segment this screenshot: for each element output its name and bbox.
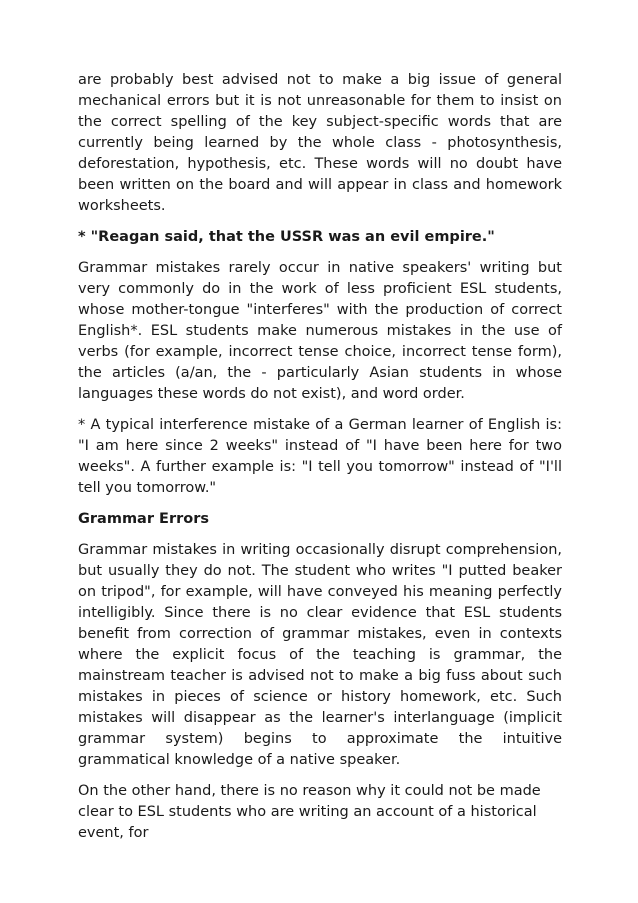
example-heading-reagan: * "Reagan said, that the USSR was an evil empire." [78,229,495,245]
section-heading-grammar-errors: Grammar Errors [78,511,209,527]
paragraph-grammar-errors: Grammar mistakes in writing occasionally disrupt comprehension, but usually they do not. The student who writes "I putted beaker on tripod", for example, will have conveyed his meaning perfectly intelligibly. Since there is no clear evidence that ESL students benefit from correction of grammar mistakes, even in contexts where the explicit focus of the teaching is grammar, the mainstream teacher is advised not to make a big fuss about such mistakes in pieces of science or history homework, etc. Such mistakes will disappear as the learner's interlanguage (implicit grammar system) begins to approximate the intuitive grammatical knowledge of a native speaker. [78,542,562,768]
paragraph-spelling-advice: are probably best advised not to make a big issue of general mechanical errors but it is not unreasonable for them to insist on the correct spelling of the key subject-specific words that are currently being learned by the whole class - photosynthesis, deforestation, hypothesis, etc. These words will no doubt have been written on the board and will appear in class and homework worksheets. [78,72,562,214]
paragraph-other-hand: On the other hand, there is no reason why it could not be made clear to ESL students who are writing an account of a historical event, for [78,783,541,841]
footnote-interference-mistake: * A typical interference mistake of a German learner of English is: "I am here since 2 weeks" instead of "I have been here for two weeks". A further example is: "I tell you tomorrow" instead of "I'll tell you tomorrow." [78,417,562,496]
document-page [78,70,562,854]
paragraph-grammar-mistakes-esl: Grammar mistakes rarely occur in native speakers' writing but very commonly do in the work of less proficient ESL students, whose mother-tongue "interferes" with the production of correct English*. ESL students make numerous mistakes in the use of verbs (for example, incorrect tense choice, incorrect tense form), the articles (a/an, the - particularly Asian students in whose languages these words do not exist), and word order. [78,260,562,402]
